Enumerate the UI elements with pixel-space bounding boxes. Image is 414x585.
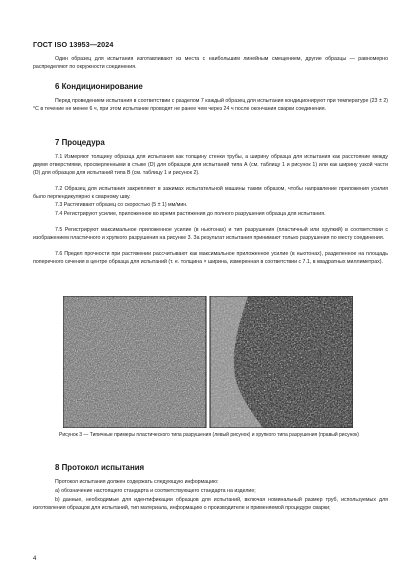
report-item-a: а) обозначение настоящего стандарта и соответствующего стандарта на изделие; bbox=[55, 488, 256, 494]
brittle-fracture-image bbox=[210, 296, 353, 428]
clause-7-1: 7.1 Измеряют толщину образца для испытания как толщину стенки трубы, а ширину образца для испытания как расстояние между двумя отверстиями, просверленными в стыке (D) для образцов для испытаний типа А (см. таблицу 1 и рисунок 1) или как ширину узкой части (D) для образцов для испытаний типа В (см. таблицу 1 и рисунок 2). bbox=[33, 154, 388, 176]
section-8-intro: Протокол испытания должен содержать следующую информацию: bbox=[55, 479, 219, 485]
clause-7-6: 7.6 Предел прочности при растяжении рассчитывают как максимальное приложенное усилие (в ньютонах), разделенное на площадь поперечного сечения в центре образца для испытаний (т. е. толщина × ширина, измеренная в соответствии с 7.1, в квадратных миллиметрах). bbox=[33, 251, 388, 265]
section-7-title: 7 Процедура bbox=[55, 138, 105, 147]
clause-7-5: 7.5 Регистрируют максимальное приложенное усилие (в ньютонах) и тип разрушения (пластичный или хрупкий) в соответствии с изображением пластичного и хрупкого разрушения на рисунке 3. За результат испытания принимают только разрушения по месту соединения. bbox=[33, 227, 388, 241]
clause-7-4: 7.4 Регистрируют усилие, приложенное во время растяжения до полного разрушения образца для испытания. bbox=[55, 211, 326, 217]
section-6-title: 6 Кондиционирование bbox=[55, 82, 143, 91]
clause-7-2: 7.2 Образец для испытания закрепляют в зажимах испытательной машины таким образом, чтобы направление приложения усилия было перпендикулярно к сварному шву. bbox=[33, 186, 388, 200]
clause-7-3: 7.3 Растягивают образец со скоростью (5 ± 1) мм/мин. bbox=[55, 202, 188, 208]
page-number: 4 bbox=[33, 556, 37, 562]
section-8-title: 8 Протокол испытания bbox=[55, 463, 145, 472]
figure-3-caption: Рисунок 3 — Типичные примеры пластического типа разрушения (левый рисунок) и хрупкого типа разрушения (правый рисунок) bbox=[59, 432, 359, 438]
document-header: ГОСТ ISO 13953—2024 bbox=[33, 40, 114, 49]
report-item-b: b) данные, необходимые для идентификации образцов для испытаний, включая номинальный размер труб, используемых для изготовления образцов для испытаний, тип материала, информацию о производителе и применяемой процедуре сварки; bbox=[33, 497, 388, 511]
ductile-fracture-image bbox=[63, 296, 206, 428]
figure-3-photos bbox=[63, 296, 353, 428]
fracture-photos bbox=[63, 296, 353, 428]
section-6-text: Перед проведением испытания в соответствии с разделом 7 каждый образец для испытания кондиционируют при температуре (23 ± 2) °С в течение не менее 6 ч, при этом испытание проводят не ранее чем через 24 ч после окончания сварки соединения. bbox=[33, 98, 388, 112]
intro-paragraph: Один образец для испытания изготавливают из места с наибольшим линейным смещением, другие образцы — равномерно распределяют по окружности соединения. bbox=[33, 56, 388, 70]
